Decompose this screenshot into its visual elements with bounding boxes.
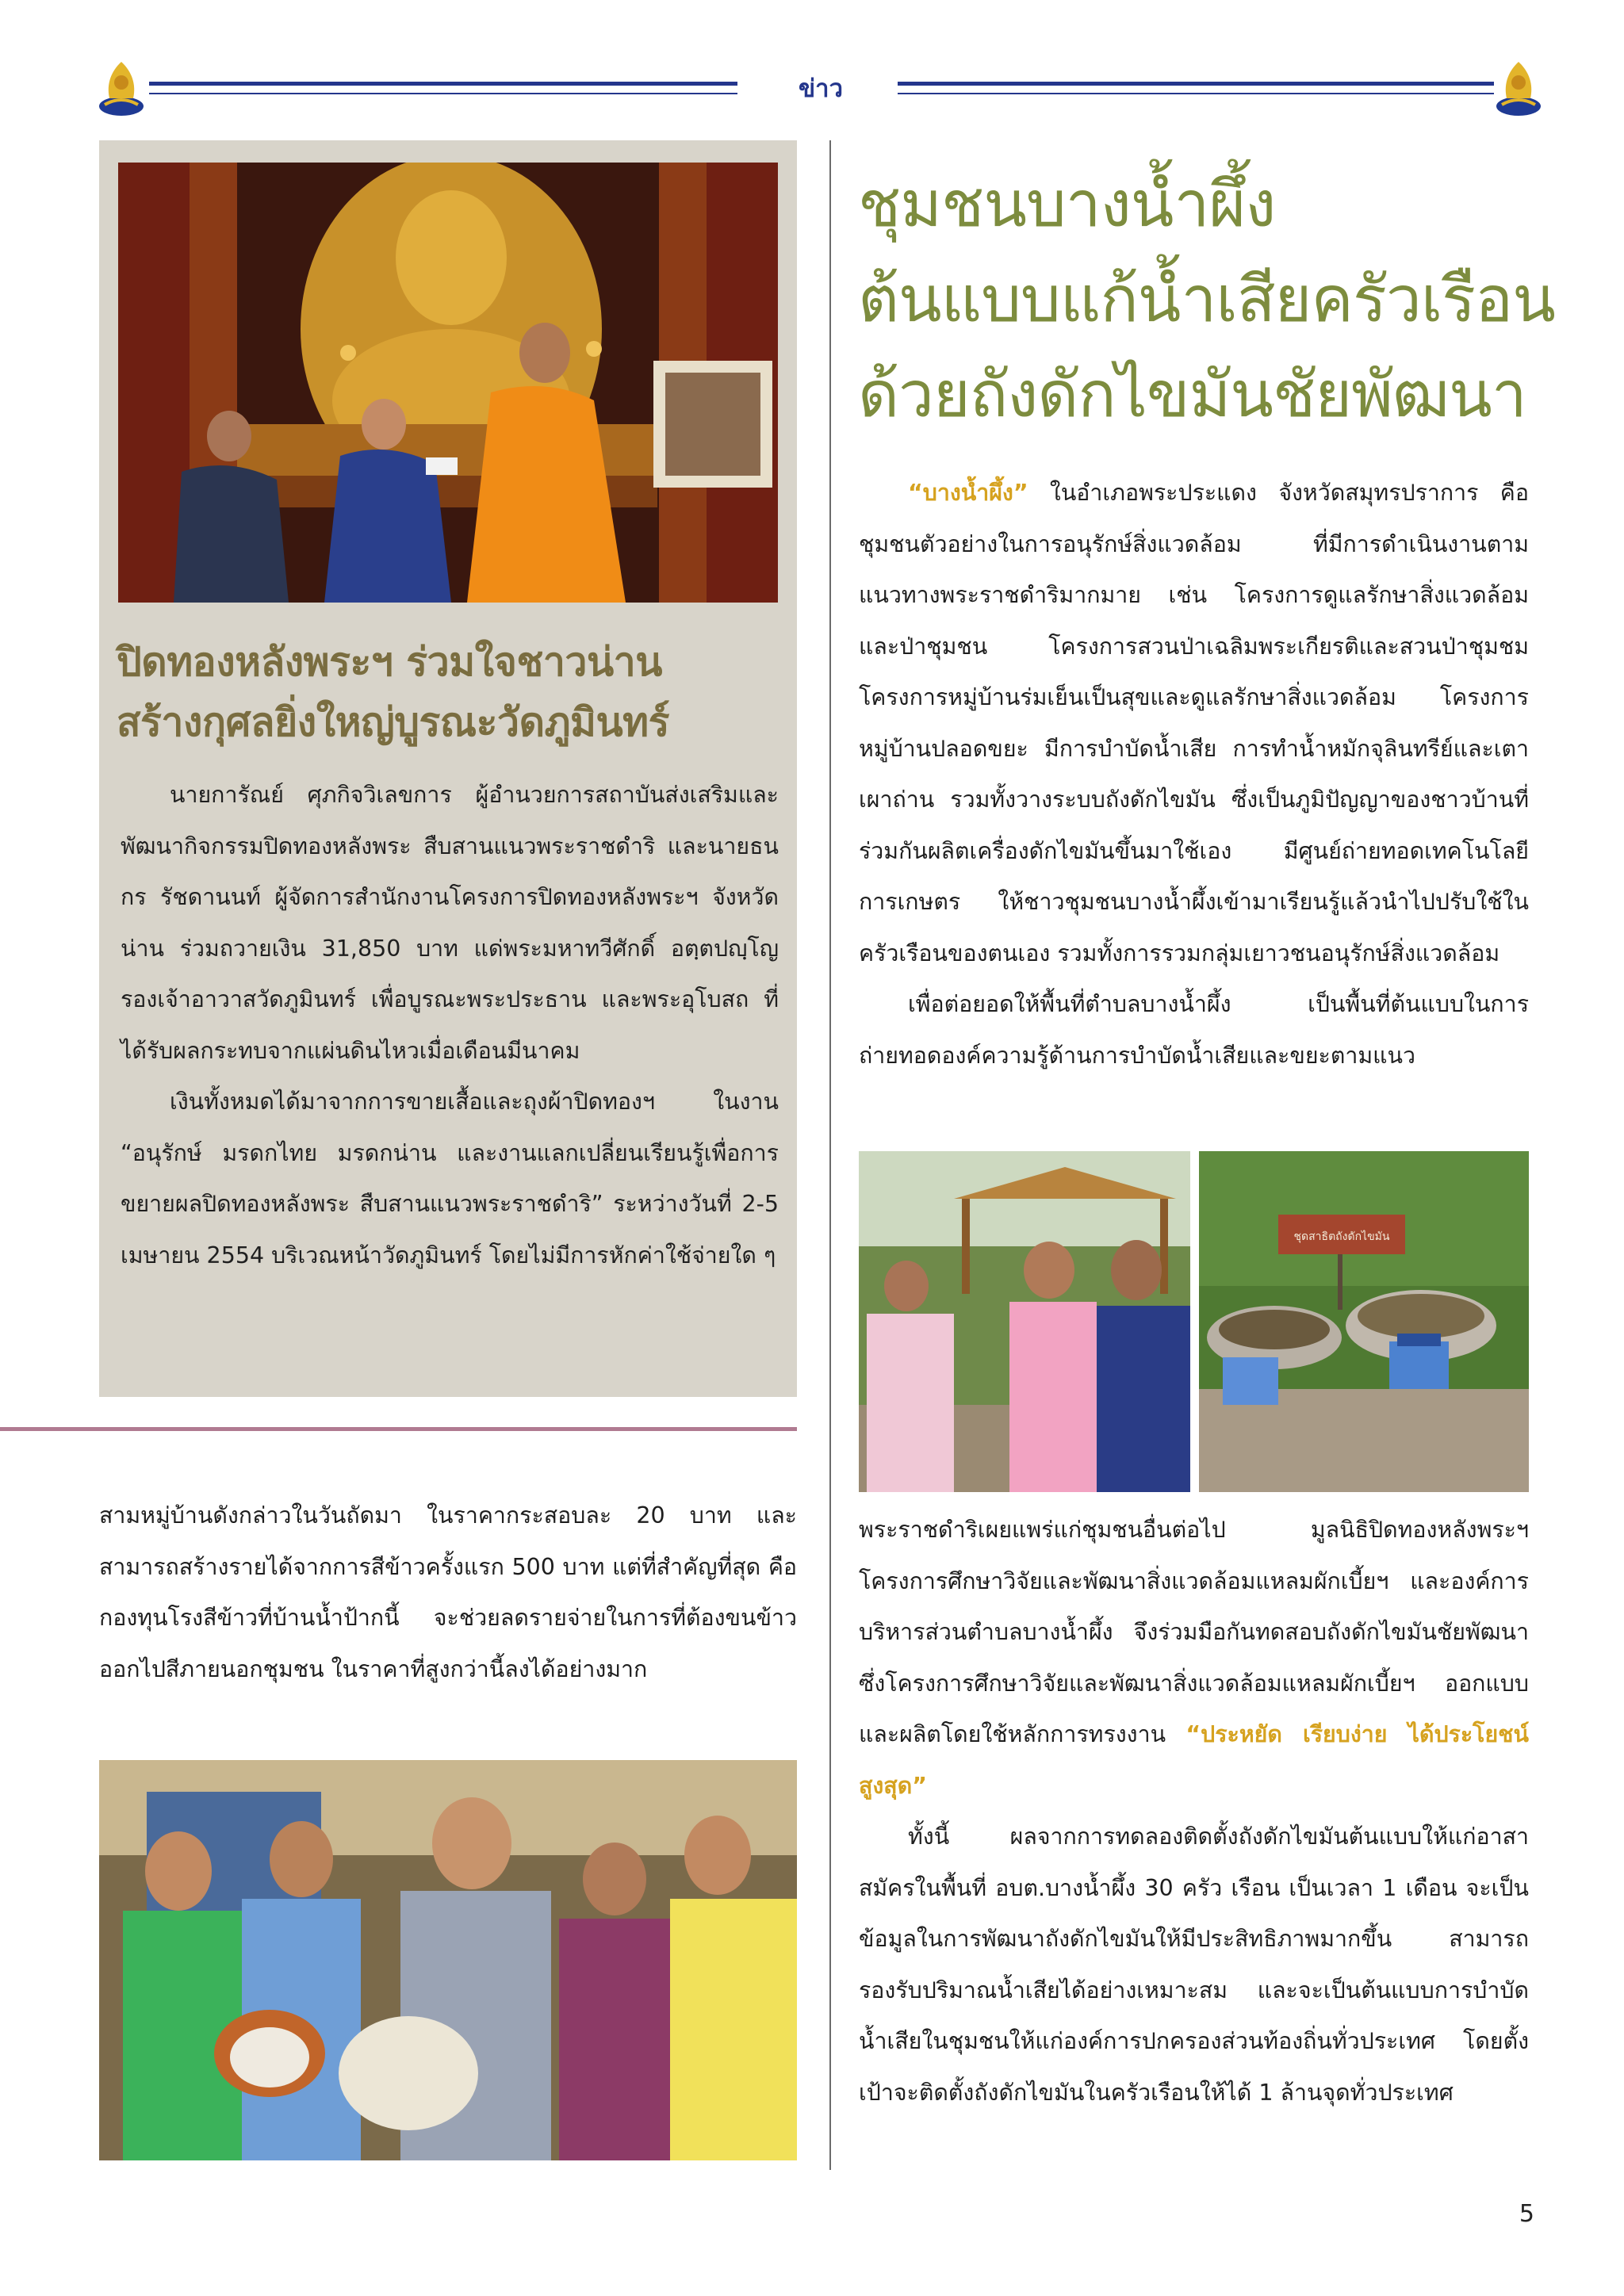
- paragraph-text: พระราชดำริเผยแพร่แก่ชุมชนอื่นต่อไป มูลนิธิปิดทองหลังพระฯ โครงการศึกษาวิจัยและพัฒนาสิ่งแวดล้อมแหลมผักเบี้ยฯ และองค์การบริหารส่วนตำบลบางน้ำผึ้ง จึงร่วมมือกันทดสอบถังดักไขมันชัยพัฒนา ซึ่งโครงการศึกษาวิจัยและพัฒนาสิ่งแวดล้อมแหลมผักเบี้ยฯ ออกแบบและผลิตโดยใช้หลักการทรงงาน: [859, 1517, 1529, 1747]
- right-paragraph-2-start: เพื่อต่อยอดให้พื้นที่ตำบลบางน้ำผึ้ง เป็นพื้นที่ต้นแบบในการถ่ายทอดองค์ความรู้ด้านการบำบัดน้ำเสียและขยะตามแนว: [859, 991, 1529, 1069]
- royal-emblem-icon: [94, 57, 149, 119]
- right-paragraph-2-cont: [859, 1505, 1529, 1812]
- left-headline-line1: ปิดทองหลังพระฯ ร่วมใจชาวน่าน: [117, 639, 662, 685]
- left-story-headline: [117, 632, 783, 752]
- right-paragraph-3: ทั้งนี้ ผลจากการทดลองติดตั้งถังดักไขมันต้นแบบให้แก่อาสาสมัครในพื้นที่ อบต.บางน้ำผึ้ง 30 ครัว เรือน เป็นเวลา 1 เดือน จะเป็นข้อมูลในการพัฒนาถังดักไขมันให้มีประสิทธิภาพมากขึ้น สามารถรองรับปริมาณน้ำเสียได้อย่างเหมาะสม และจะเป็นต้นแบบการบำบัดน้ำเสียในชุมชนให้แก่องค์การปกครองส่วนท้องถิ่นทั่วประเทศ โดยตั้งเป้าจะติดตั้งถังดักไขมันในครัวเรือนให้ได้ 1 ล้านจุดทั่วประเทศ: [859, 1823, 1529, 2106]
- left-headline-line2: สร้างกุศลยิ่งใหญ่บูรณะวัดภูมินทร์: [117, 699, 669, 745]
- highlight-text: “บางน้ำผึ้ง”: [908, 480, 1028, 506]
- right-headline-line2: ต้นแบบแก้น้ำเสียครัวเรือน: [858, 262, 1555, 336]
- page-number: 5: [1519, 2200, 1534, 2228]
- right-paragraph-1: [859, 468, 1529, 979]
- section-label: ข่าว: [798, 75, 843, 103]
- bottom-left-paragraph: สามหมู่บ้านดังกล่าวในวันถัดมา ในราคากระสอบละ 20 บาท และสามารถสร้างรายได้จากการสีข้าวครั้งแรก 500 บาท แต่ที่สำคัญที่สุด คือ กองทุนโรงสีข้าวที่บ้านน้ำป้ากนี้ จะช่วยลดรายจ่ายในการที่ต้องขนข้าวออกไปสีภายนอกชุมชน ในราคาที่สูงกว่านี้ลงได้อย่างมาก: [99, 1502, 797, 1682]
- section-divider: [0, 1427, 797, 1431]
- left-paragraph: นายการัณย์ ศุภกิจวิเลขการ ผู้อำนวยการสถาบันส่งเสริมและพัฒนากิจกรรมปิดทองหลังพระ สืบสานแนวพระราชดำริ และนายธนกร รัชดานนท์ ผู้จัดการสำนักงานโครงการปิดทองหลังพระฯ จังหวัดน่าน ร่วมถวายเงิน 31,850 บาท แด่พระมหาทวีศักดิ์ อตฺตปญฺโญ รองเจ้าอาวาสวัดภูมินทร์ เพื่อบูรณะพระประธาน และพระอุโบสถ ที่ได้รับผลกระทบจากแผ่นดินไหวเมื่อเดือนมีนาคม: [121, 782, 779, 1064]
- right-story-body-bottom: [859, 1505, 1529, 2118]
- sign-text: ชุดสาธิตถังดักไขมัน: [1293, 1230, 1390, 1243]
- highlight-text: “ประหยัด เรียบง่าย ได้ประโยชน์สูงสุด”: [859, 1721, 1529, 1799]
- right-headline-line1: ชุมชนบางน้ำผึ้ง: [858, 167, 1276, 241]
- header-rule-left: [149, 82, 737, 94]
- right-story-headline: [858, 157, 1572, 442]
- temple-donation-photo: [118, 163, 778, 603]
- paragraph-text: ในอำเภอพระประแดง จังหวัดสมุทรปราการ คือชุมชนตัวอย่างในการอนุรักษ์สิ่งแวดล้อม ที่มีการดำเนินงานตามแนวทางพระราชดำริมากมาย เช่น โครงการดูแลรักษาสิ่งแวดล้อมและป่าชุมชน โครงการสวนป่าเฉลิมพระเกียรติและสวนป่าชุมชม โครงการหมู่บ้านร่มเย็นเป็นสุขและดูแลรักษาสิ่งแวดล้อม โครงการหมู่บ้านปลอดขยะ มีการบำบัดน้ำเสีย การทำน้ำหมักจุลินทรีย์และเตาเผาถ่าน รวมทั้งวางระบบถังดักไขมัน ซึ่งเป็นภูมิปัญญาของชาวบ้านที่ร่วมกันผลิตเครื่องดักไขมันขึ้นมาใช้เอง มีศูนย์ถ่ายทอดเทคโนโลยีการเกษตร ให้ชาวชุมชนบางน้ำผึ้งเข้ามาเรียนรู้แล้วนำไปปรับใช้ในครัวเรือนของตนเอง รวมทั้งการรวมกลุ่มเยาวชนอนุรักษ์สิ่งแวดล้อม: [859, 480, 1529, 966]
- right-headline-line3: ด้วยถังดักไขมันชัยพัฒนา: [858, 358, 1526, 431]
- right-story-body-top: [859, 468, 1529, 1081]
- header-rule-right: [898, 82, 1494, 94]
- left-paragraph: เงินทั้งหมดได้มาจากการขายเสื้อและถุงผ้าปิดทองฯ ในงาน “อนุรักษ์ มรดกไทย มรดกน่าน และงานแลกเปลี่ยนเรียนรู้เพื่อการขยายผลปิดทองหลังพระ สืบสานแนวพระราชดำริ” ระหว่างวันที่ 2-5 เมษายน 2554 บริเวณหน้าวัดภูมินทร์ โดยไม่มีการหักค่าใช้จ่ายใด ๆ: [121, 1089, 779, 1269]
- community-visit-photo: [859, 1151, 1190, 1492]
- left-story-body: [121, 770, 779, 1281]
- grease-trap-tanks-photo: [1199, 1151, 1529, 1492]
- left-story-box: [99, 140, 797, 1397]
- rice-mill-photo: [99, 1760, 797, 2160]
- royal-emblem-icon: [1491, 57, 1546, 119]
- column-divider: [829, 140, 831, 2170]
